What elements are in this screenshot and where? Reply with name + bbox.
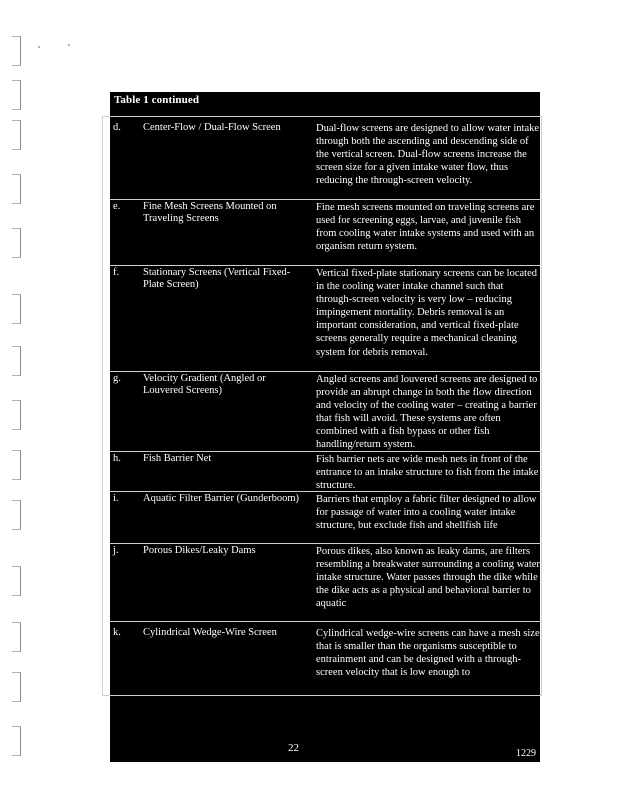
technology-description: Vertical fixed-plate stationary screens can be located in the cooling water intake channel such that through-screen velocity is very low – reducing impingement mortality. Debris removal is an important consideration, and vertical fixed-plate screens generally require a mechanical cleaning system for debris removal. bbox=[316, 268, 537, 358]
binder-hole-mark bbox=[12, 726, 21, 756]
row-divider bbox=[110, 491, 540, 492]
binder-hole-mark bbox=[12, 566, 21, 596]
binder-hole-mark bbox=[12, 294, 21, 324]
row-divider bbox=[110, 199, 540, 200]
row-divider bbox=[110, 265, 540, 266]
binder-hole-mark bbox=[12, 36, 21, 66]
row-letter: d. bbox=[113, 122, 121, 133]
technology-name: Velocity Gradient (Angled or Louvered Screens) bbox=[143, 373, 266, 397]
bates-number: 1229 bbox=[516, 748, 536, 759]
binder-hole-mark bbox=[12, 622, 21, 652]
binder-hole-mark bbox=[12, 120, 21, 150]
technology-name: Center-Flow / Dual-Flow Screen bbox=[143, 122, 281, 133]
technology-description: Porous dikes, also known as leaky dams, are filters resembling a breakwater surrounding a cooling water intake structure. Water passes through the dike while the dike acts as a physical and behavioral barrier to aquatic bbox=[316, 546, 540, 610]
technology-name: Cylindrical Wedge-Wire Screen bbox=[143, 627, 277, 638]
row-letter: g. bbox=[113, 373, 121, 384]
technology-description: Fish barrier nets are wide mesh nets in front of the entrance to an intake structure to fish from the intake structure. bbox=[316, 454, 539, 492]
binder-hole-mark bbox=[12, 346, 21, 376]
row-divider bbox=[110, 543, 540, 544]
binder-hole-mark bbox=[12, 500, 21, 530]
technology-name: Fish Barrier Net bbox=[143, 453, 212, 464]
technology-description: Fine mesh screens mounted on traveling screens are used for screening eggs, larvae, and juvenile fish from cooling water intake systems and used with an organism return system. bbox=[316, 202, 535, 253]
binder-hole-mark bbox=[12, 228, 21, 258]
technology-name: Porous Dikes/Leaky Dams bbox=[143, 545, 256, 556]
scan-speck bbox=[38, 46, 40, 48]
row-divider bbox=[110, 371, 540, 372]
technology-description: Barriers that employ a fabric filter designed to allow for passage of water into a cooling water intake structure, but exclude fish and shellfish life bbox=[316, 494, 537, 532]
technology-description: Cylindrical wedge-wire screens can have a mesh size that is smaller than the organisms susceptible to entrainment and can be designed with a through-screen velocity that is low enough to bbox=[316, 628, 540, 679]
row-letter: k. bbox=[113, 627, 121, 638]
row-letter: e. bbox=[113, 201, 121, 212]
binder-edge bbox=[12, 0, 26, 800]
table-caption: Table 1 continued bbox=[114, 94, 200, 106]
binder-hole-mark bbox=[12, 672, 21, 702]
binder-hole-mark bbox=[12, 174, 21, 204]
scan-speck bbox=[68, 44, 70, 46]
binder-hole-mark bbox=[12, 80, 21, 110]
row-letter: f. bbox=[113, 267, 120, 278]
technology-description: Dual-flow screens are designed to allow water intake through both the ascending and descending side of the vertical screen. Dual-flow screens increase the screen size for a given intake water flow, thus reducing the through-screen velocity. bbox=[316, 123, 540, 187]
technology-name: Fine Mesh Screens Mounted on Traveling Screens bbox=[143, 201, 277, 225]
technology-description: Angled screens and louvered screens are designed to provide an abrupt change in both the flow direction and velocity of the cooling water – creating a barrier that fish will avoid. These systems are often combined with a fish bypass or other fish handling/return system. bbox=[316, 374, 538, 451]
row-letter: i. bbox=[113, 493, 119, 504]
row-divider bbox=[110, 621, 540, 622]
row-letter: j. bbox=[113, 545, 119, 556]
binder-hole-mark bbox=[12, 400, 21, 430]
row-divider bbox=[110, 451, 540, 452]
binder-hole-mark bbox=[12, 450, 21, 480]
technology-name: Aquatic Filter Barrier (Gunderboom) bbox=[143, 493, 299, 504]
page-number: 22 bbox=[288, 742, 299, 754]
technology-name: Stationary Screens (Vertical Fixed-Plate Screen) bbox=[143, 267, 291, 291]
row-letter: h. bbox=[113, 453, 121, 464]
document-page bbox=[110, 92, 540, 762]
